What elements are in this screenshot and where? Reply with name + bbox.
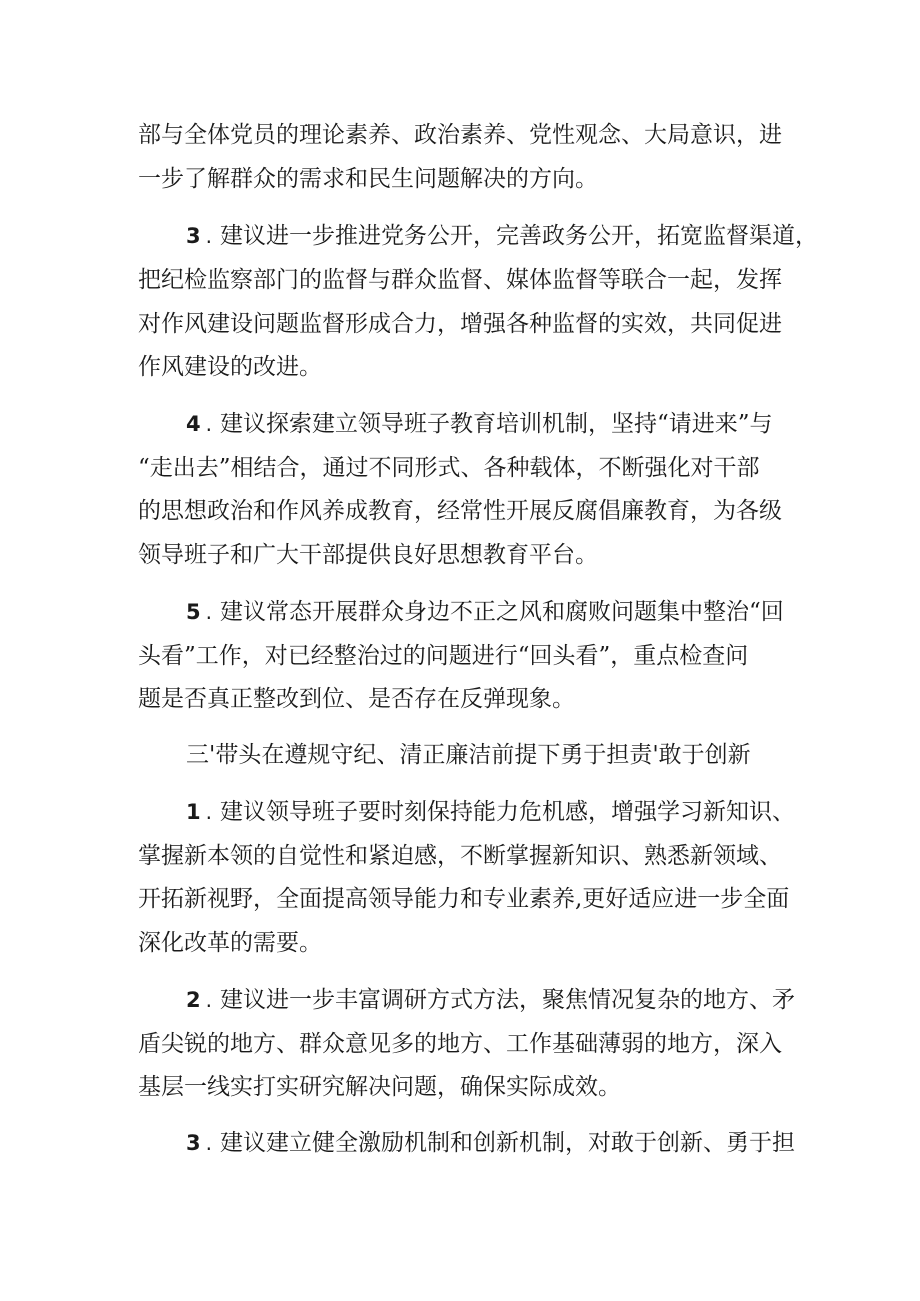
section2-item3-first-line (186, 216, 866, 256)
section3-item3-first-line (186, 1123, 866, 1163)
item-text: 建议领导班子要时刻保持能力危机感，增强学习新知识、 (219, 799, 795, 825)
section3-item1-line-3: 开拓新视野，全面提高领导能力和专业素养,更好适应进一步全面 (138, 886, 790, 912)
section2-item3-line-3: 对作风建设问题监督形成合力，增强各种监督的实效，共同促进 (138, 311, 782, 337)
item-separator: . (205, 600, 212, 624)
item-separator: . (205, 1131, 212, 1155)
item-text: 建议建立健全激励机制和创新机制，对敢于创新、勇于担 (219, 1130, 795, 1156)
section2-item5-line-3: 题是否真正整改到位、是否存在反弹现象。 (138, 686, 575, 712)
item-text: 建议进一步丰富调研方式方法，聚焦情况复杂的地方、矛 (219, 987, 795, 1013)
section3-item2-line-2: 盾尖锐的地方、群众意见多的地方、工作基础薄弱的地方，深入 (138, 1031, 782, 1057)
item-number: 2 (186, 988, 201, 1012)
section2-item3-line-4: 作风建设的改进。 (138, 354, 322, 380)
section3-item2-line-3: 基层一线实打实研究解决问题，确保实际成效。 (138, 1074, 621, 1100)
paragraph-continuation-line-1: 部与全体党员的理论素养、政治素养、党性观念、大局意识，进 (138, 122, 782, 148)
item-separator: . (205, 224, 212, 248)
paragraph-continuation-line-2: 一步了解群众的需求和民生问题解决的方向。 (138, 166, 598, 192)
section3-item1-line-2: 掌握新本领的自觉性和紧迫感，不断掌握新知识、熟悉新领域、 (138, 843, 782, 869)
section3-heading: 三'带头在遵规守纪、清正廉洁前提下勇于担责'敢于创新 (186, 742, 751, 768)
section2-item4-first-line (186, 404, 866, 444)
section2-item3-line-2: 把纪检监察部门的监督与群众监督、媒体监督等联合一起，发挥 (138, 267, 782, 293)
item-separator: . (205, 988, 212, 1012)
section2-item4-line-4: 领导班子和广大干部提供良好思想教育平台。 (138, 542, 598, 568)
section3-item2-first-line (186, 980, 866, 1020)
item-number: 3 (186, 1131, 201, 1155)
item-text: 建议探索建立领导班子教育培训机制，坚持“请进来”与 (219, 411, 773, 437)
item-separator: . (205, 412, 212, 436)
section2-item5-first-line (186, 592, 866, 632)
item-number: 4 (186, 412, 201, 436)
section2-item4-line-2: “走出去”相结合，通过不同形式、各种载体，不断强化对干部 (138, 455, 760, 481)
item-text: 建议常态开展群众身边不正之风和腐败问题集中整治“回 (219, 599, 784, 625)
item-number: 3 (186, 224, 201, 248)
item-text: 建议进一步推进党务公开，完善政务公开，拓宽监督渠道， (219, 223, 818, 249)
section3-item1-first-line (186, 792, 866, 832)
item-number: 5 (186, 600, 201, 624)
item-separator: . (205, 800, 212, 824)
section2-item5-line-2: 头看”工作，对已经整治过的问题进行“回头看”，重点检查问 (138, 643, 749, 669)
item-number: 1 (186, 800, 201, 824)
section3-item1-line-4: 深化改革的需要。 (138, 930, 322, 956)
section2-item4-line-3: 的思想政治和作风养成教育，经常性开展反腐倡廉教育，为各级 (138, 498, 782, 524)
